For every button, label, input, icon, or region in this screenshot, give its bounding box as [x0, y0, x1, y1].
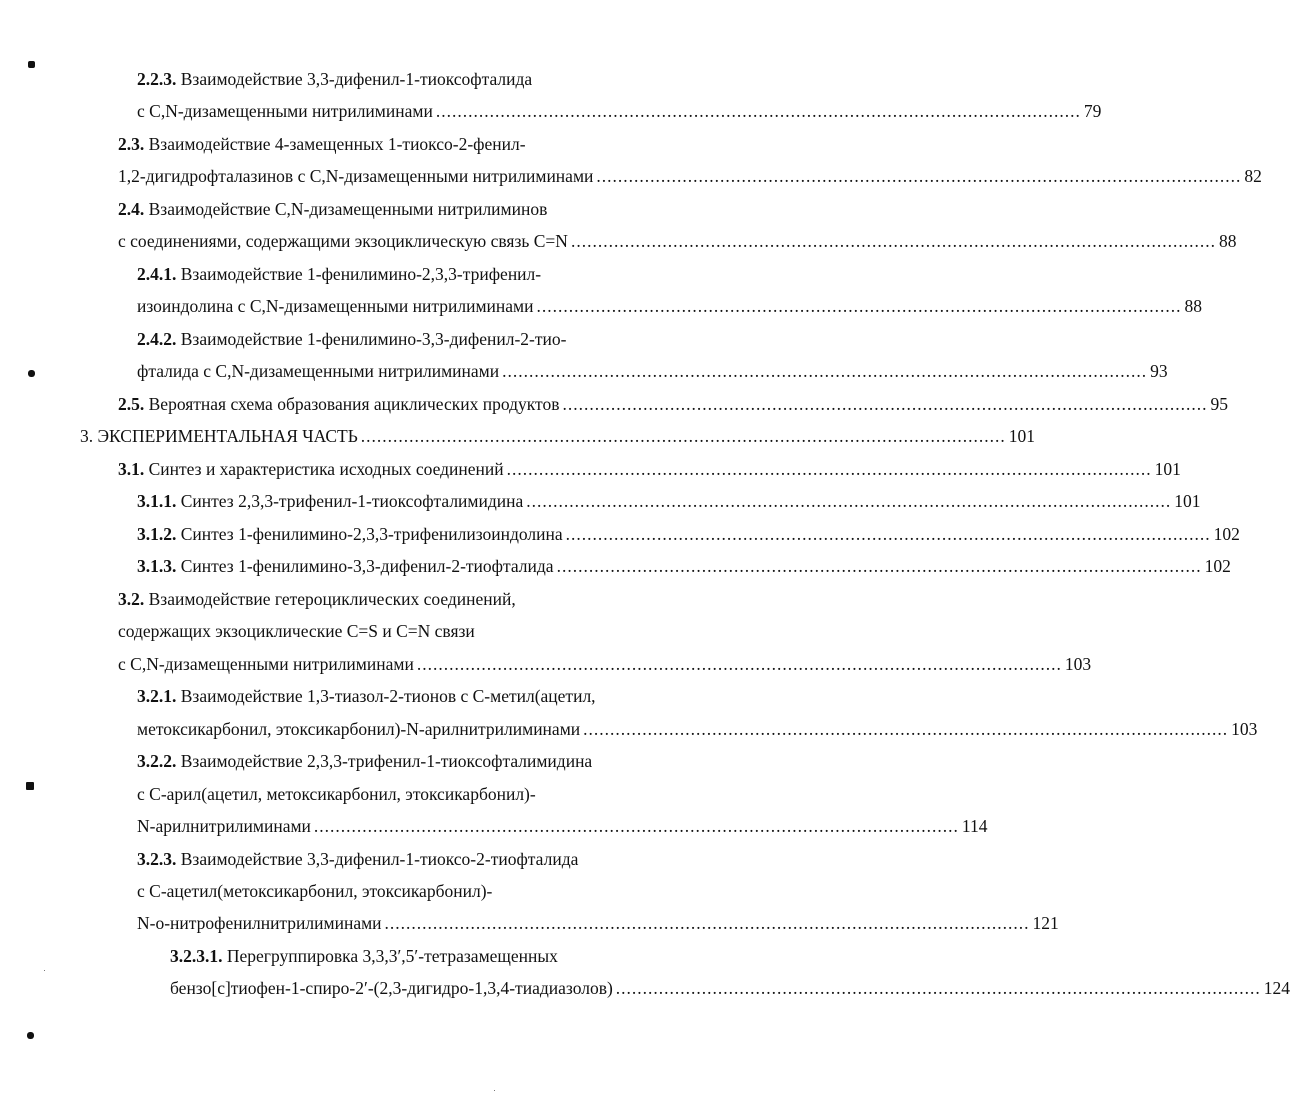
toc-entry-2-3-cont — [118, 165, 1262, 187]
dot-leader: ........................................................................................................................ — [384, 913, 1030, 933]
section-number: 3.1. — [118, 459, 145, 479]
section-title: Взаимодействие 3,3-дифенил-1-тиоксо-2-тиофталида — [180, 849, 579, 869]
section-title: Взаимодействие 2,3,3-трифенил-1-тиоксофталимидина — [180, 751, 593, 771]
dot-leader: ........................................................................................................................ — [570, 231, 1216, 251]
toc-entry-3-2-3-cont — [137, 880, 492, 902]
dot-leader: ........................................................................................................................ — [615, 978, 1261, 998]
page-number: 88 — [1218, 231, 1237, 251]
section-number: 2.2.3. — [137, 69, 177, 89]
section-number: 3.1.1. — [137, 491, 177, 511]
toc-entry-3-1-3 — [137, 555, 1231, 577]
toc-entry-2-2-3 — [137, 68, 532, 90]
section-number: 2.4. — [118, 199, 145, 219]
section-number: 2.4.2. — [137, 329, 177, 349]
section-number: 3.2.2. — [137, 751, 177, 771]
page-number: 102 — [1213, 524, 1240, 544]
section-title: содержащих экзоциклические C=S и C=N связи — [118, 621, 475, 641]
section-title: Взаимодействие 1-фенилимино-3,3-дифенил-2-тио- — [180, 329, 567, 349]
dot-leader: ........................................................................................................................ — [360, 426, 1006, 446]
toc-entry-2-4-1 — [137, 263, 541, 285]
page-number: 114 — [961, 816, 988, 836]
section-title: Взаимодействие 1-фенилимино-2,3,3-трифенил- — [180, 264, 542, 284]
section-title: Синтез и характеристика исходных соединений — [148, 459, 504, 479]
dot-leader: ........................................................................................................................ — [313, 816, 959, 836]
section-title: Синтез 1-фенилимино-3,3-дифенил-2-тиофталида — [180, 556, 554, 576]
toc-entry-2-4 — [118, 198, 547, 220]
toc-entry-3-1 — [118, 458, 1181, 480]
section-title: с C-ацетил(метоксикарбонил, этоксикарбонил)- — [137, 881, 493, 901]
dot-leader: ........................................................................................................................ — [596, 166, 1242, 186]
section-number: 2.5. — [118, 394, 145, 414]
page-number: 101 — [1154, 459, 1181, 479]
toc-entry-3-2-3-1-cont — [170, 977, 1290, 999]
toc-entry-3 — [80, 425, 1036, 447]
section-title: метоксикарбонил, этоксикарбонил)-N-арилнитрилиминами — [137, 719, 581, 739]
section-title: с C-арил(ацетил, метоксикарбонил, этоксикарбонил)- — [137, 784, 536, 804]
section-number: 3.1.2. — [137, 524, 177, 544]
section-title: Взаимодействие C,N-дизамещенными нитрилиминов — [148, 199, 548, 219]
section-title: Синтез 2,3,3-трифенил-1-тиоксофталимидина — [180, 491, 524, 511]
toc-entry-3-2-1-cont — [137, 718, 1258, 740]
section-title: фталида с C,N-дизамещенными нитрилиминами — [137, 361, 500, 381]
section-number: 3.1.3. — [137, 556, 177, 576]
toc-entry-3-2-2 — [137, 750, 592, 772]
section-title: с C,N-дизамещенными нитрилиминами — [118, 654, 414, 674]
page-number: 101 — [1008, 426, 1036, 446]
dot-leader: ........................................................................................................................ — [565, 524, 1211, 544]
section-number: 3.2.1. — [137, 686, 177, 706]
page-number: 79 — [1083, 101, 1102, 121]
section-title: Взаимодействие 3,3-дифенил-1-тиоксофталида — [180, 69, 533, 89]
toc-entry-3-2-3-1 — [170, 945, 558, 967]
toc-entry-3-2-3 — [137, 848, 578, 870]
section-title: 1,2-дигидрофталазинов с C,N-дизамещенными нитрилиминами — [118, 166, 594, 186]
toc-entry-3-2-1 — [137, 685, 596, 707]
scan-speck — [28, 61, 35, 68]
toc-entry-3-1-2 — [137, 523, 1240, 545]
page-number: 88 — [1184, 296, 1202, 316]
scan-speck — [27, 1032, 34, 1039]
page-number: 121 — [1032, 913, 1059, 933]
scan-speck — [28, 370, 35, 377]
page-number: 102 — [1204, 556, 1231, 576]
section-title: Взаимодействие 1,3-тиазол-2-тионов с C-метил(ацетил, — [180, 686, 596, 706]
page-number: 124 — [1263, 978, 1290, 998]
page-number: 103 — [1064, 654, 1092, 674]
page-number: 93 — [1150, 361, 1168, 381]
section-title: ЭКСПЕРИМЕНТАЛЬНАЯ ЧАСТЬ — [97, 426, 358, 446]
dot-leader: ........................................................................................................................ — [502, 361, 1148, 381]
section-number: 3.2.3.1. — [170, 946, 223, 966]
page-number: 103 — [1231, 719, 1258, 739]
toc-entry-3-2-3-cont2 — [137, 912, 1059, 934]
toc-entry-3-2 — [118, 588, 516, 610]
section-title: Вероятная схема образования ациклических продуктов — [148, 394, 560, 414]
page-number: 82 — [1244, 166, 1262, 186]
scan-dot — [44, 970, 45, 971]
toc-entry-2-3 — [118, 133, 526, 155]
toc-entry-3-1-1 — [137, 490, 1201, 512]
section-title: с соединениями, содержащими экзоциклическую связь C=N — [118, 231, 568, 251]
toc-entry-3-2-cont — [118, 620, 475, 642]
section-title: бензо[c]тиофен-1-спиро-2′-(2,3-дигидро-1,3,4-тиадиазолов) — [170, 978, 613, 998]
dot-leader: ........................................................................................................................ — [526, 491, 1172, 511]
dot-leader: ........................................................................................................................ — [536, 296, 1182, 316]
toc-entry-3-2-2-cont — [137, 783, 536, 805]
toc-entry-2-4-2 — [137, 328, 566, 350]
section-number: 3. — [80, 426, 94, 446]
section-title: изоиндолина с C,N-дизамещенными нитрилиминами — [137, 296, 534, 316]
dot-leader: ........................................................................................................................ — [416, 654, 1062, 674]
dot-leader: ........................................................................................................................ — [435, 101, 1081, 121]
section-title: N-арилнитрилиминами — [137, 816, 311, 836]
section-title: с C,N-дизамещенными нитрилиминами — [137, 101, 433, 121]
dot-leader: ........................................................................................................................ — [506, 459, 1152, 479]
toc-entry-2-5 — [118, 393, 1228, 415]
page-number: 95 — [1210, 394, 1228, 414]
toc-entry-2-4-2-cont — [137, 360, 1168, 382]
section-number: 3.2.3. — [137, 849, 177, 869]
section-number: 2.4.1. — [137, 264, 177, 284]
page-number: 101 — [1174, 491, 1201, 511]
toc-entry-2-4-1-cont — [137, 295, 1202, 317]
section-title: Взаимодействие 4-замещенных 1-тиоксо-2-фенил- — [148, 134, 526, 154]
section-title: Взаимодействие гетероциклических соединений, — [148, 589, 516, 609]
section-title: Синтез 1-фенилимино-2,3,3-трифенилизоиндолина — [180, 524, 563, 544]
dot-leader: ........................................................................................................................ — [556, 556, 1202, 576]
toc-entry-3-2-2-cont2 — [137, 815, 988, 837]
scan-dot — [494, 1090, 495, 1091]
toc-entry-2-4-cont — [118, 230, 1237, 252]
section-number: 3.2. — [118, 589, 145, 609]
toc-entry-3-2-cont2 — [118, 653, 1092, 675]
scan-speck — [26, 782, 34, 790]
dot-leader: ........................................................................................................................ — [583, 719, 1229, 739]
section-number: 2.3. — [118, 134, 145, 154]
section-title: Перегруппировка 3,3,3′,5′-тетразамещенных — [226, 946, 558, 966]
dot-leader: ........................................................................................................................ — [562, 394, 1208, 414]
section-title: N-o-нитрофенилнитрилиминами — [137, 913, 382, 933]
toc-entry-2-2-3-cont — [137, 100, 1102, 122]
